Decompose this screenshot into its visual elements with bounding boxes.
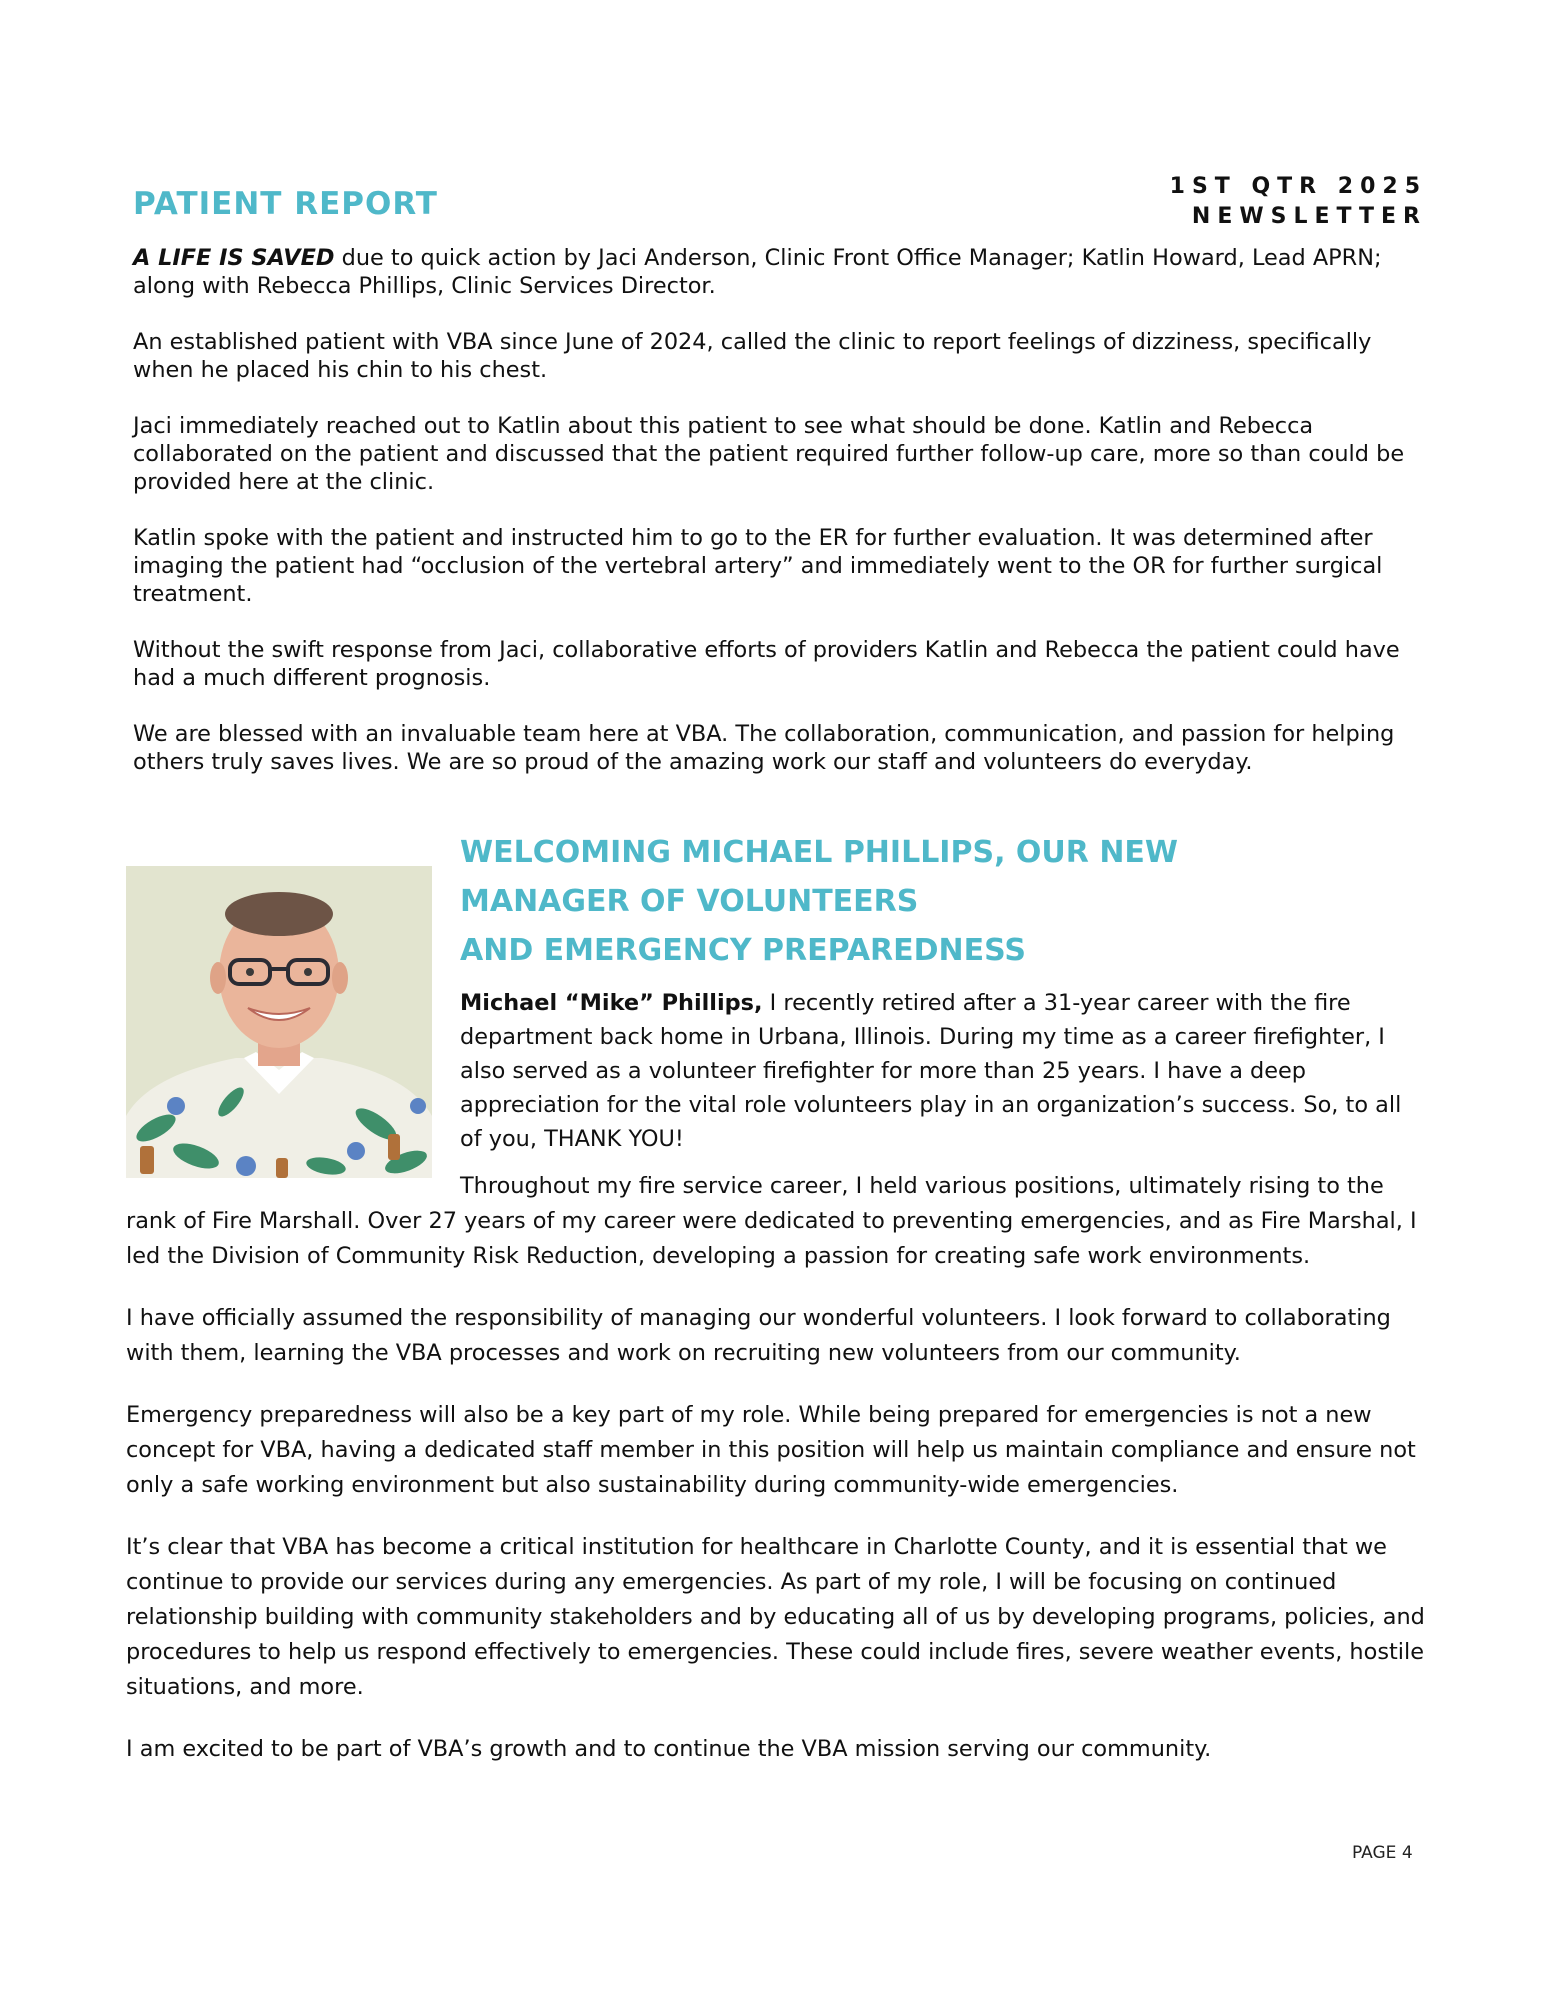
report-paragraph: Without the swift response from Jaci, collaborative efforts of providers Katlin and Rebecca the patient could have had a much different prognosis. <box>133 637 1400 691</box>
welcome-title-line: WELCOMING MICHAEL PHILLIPS, OUR NEW <box>460 835 1179 870</box>
bio-name: Michael “Mike” Phillips, <box>460 990 763 1016</box>
report-paragraph: Jaci immediately reached out to Katlin about this patient to see what should be done. Katlin and Rebecca collaborated on the patient and discussed that the patient required further follow-up care, more so than could be provided here at the clinic. <box>133 413 1405 495</box>
welcome-title <box>460 828 1178 975</box>
welcome-paragraph: I have officially assumed the responsibility of managing our wonderful volunteers. I look forward to collaborating with them, learning the VBA processes and work on recruiting new volunteers from our community. <box>126 1305 1391 1366</box>
page-number: PAGE 4 <box>1352 1843 1413 1863</box>
report-paragraph: Katlin spoke with the patient and instructed him to go to the ER for further evaluation. It was determined after imaging the patient had “occlusion of the vertebral artery” and immediately went to the OR for further surgical treatment. <box>133 525 1383 607</box>
report-lead-emphasis: A LIFE IS SAVED <box>133 245 335 271</box>
welcome-body <box>126 1169 1426 1794</box>
michael-phillips-photo <box>126 866 432 1178</box>
bio-intro <box>460 986 1420 1156</box>
welcome-paragraph: It’s clear that VBA has become a critical institution for healthcare in Charlotte County, and it is essential that we continue to provide our services during any emergencies. As part of my role, I will be focusing on continued relationship building with community stakeholders and by educating all of us by developing programs, policies, and procedures to help us respond effectively to emergencies. These could include fires, severe weather events, hostile situations, and more. <box>126 1534 1425 1700</box>
patient-report-title: PATIENT REPORT <box>133 186 438 222</box>
issue-quarter: 1ST QTR 2025 <box>1169 174 1427 199</box>
welcome-paragraph: Throughout my fire service career, I held various positions, ultimately rising to the rank of Fire Marshall. Over 27 years of my career were dedicated to preventing emergencies, and as Fire Marshal, I led the Division of Community Risk Reduction, developing a passion for creating safe work environments. <box>126 1173 1417 1269</box>
welcome-title-line: AND EMERGENCY PREPAREDNESS <box>460 933 1027 968</box>
report-lead-text: due to quick action by Jaci Anderson, Clinic Front Office Manager; Katlin Howard, Lead APRN; along with Rebecca Phillips, Clinic Services Director. <box>133 245 1382 299</box>
report-lead-paragraph <box>133 244 1423 300</box>
patient-report-body <box>133 244 1423 776</box>
welcome-paragraph: I am excited to be part of VBA’s growth and to continue the VBA mission serving our community. <box>126 1736 1212 1762</box>
newsletter-issue-label <box>1170 172 1427 232</box>
portrait-illustration <box>126 866 432 1178</box>
issue-type: NEWSLETTER <box>1191 204 1427 229</box>
bio-paragraph <box>460 986 1420 1156</box>
report-paragraph: An established patient with VBA since June of 2024, called the clinic to report feelings of dizziness, specifically when he placed his chin to his chest. <box>133 329 1372 383</box>
welcome-paragraph: Emergency preparedness will also be a key part of my role. While being prepared for emergencies is not a new concept for VBA, having a dedicated staff member in this position will help us maintain compliance and ensure not only a safe working environment but also sustainability during community-wide emergencies. <box>126 1402 1416 1498</box>
report-paragraph: We are blessed with an invaluable team here at VBA. The collaboration, communication, and passion for helping others truly saves lives. We are so proud of the amazing work our staff and volunteers do everyday. <box>133 721 1395 775</box>
welcome-title-line: MANAGER OF VOLUNTEERS <box>460 884 919 919</box>
bio-text: I recently retired after a 31-year career with the fire department back home in Urbana, Illinois. During my time as a career firefighter, I also served as a volunteer firefighter for more than 25 years. I have a deep appreciation for the vital role volunteers play in an organization’s success. So, to all of you, THANK YOU! <box>460 990 1402 1152</box>
